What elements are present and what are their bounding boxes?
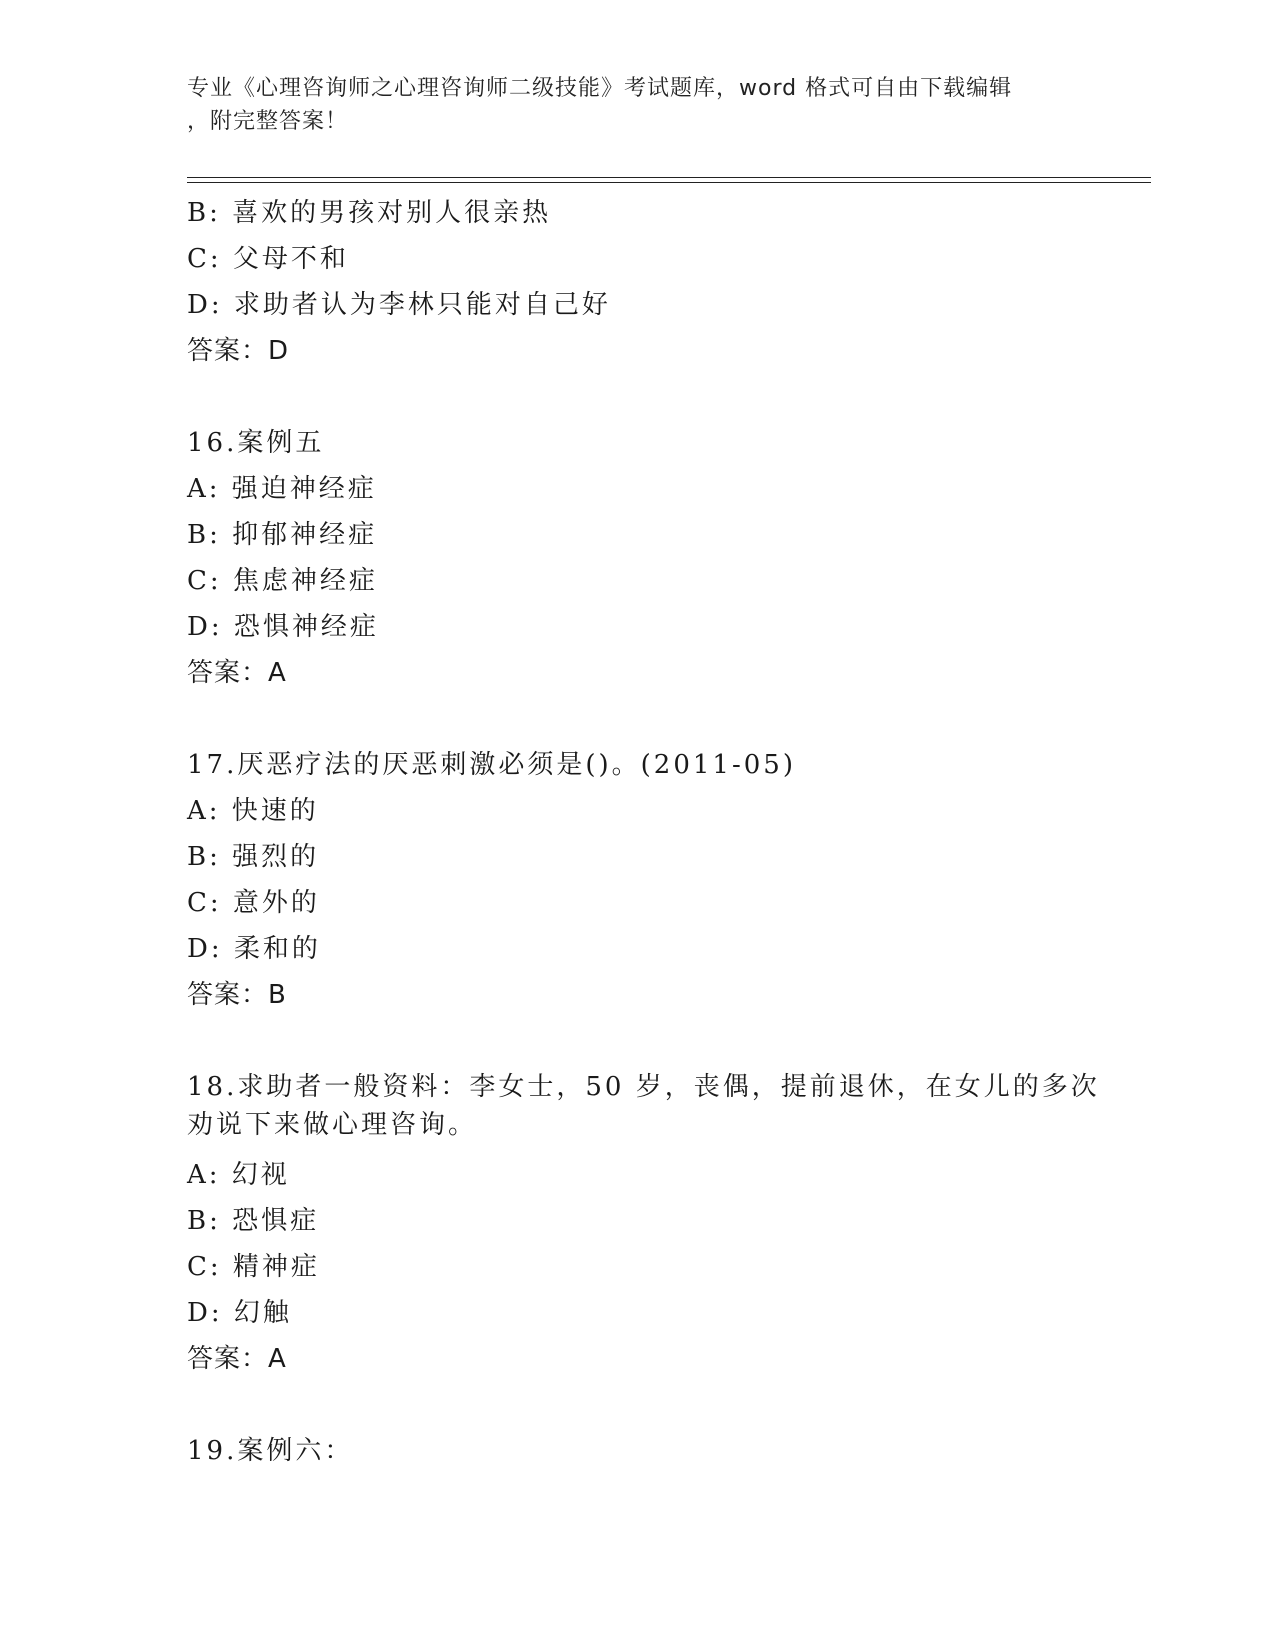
option-d: D: 求助者认为李林只能对自己好 (187, 290, 611, 320)
spacer (187, 374, 1147, 420)
option-b: B: 喜欢的男孩对别人很亲热 (187, 198, 552, 228)
question-text: 17.厌恶疗法的厌恶刺激必须是()。(2011-05) (187, 750, 796, 780)
option-b: B: 抑郁神经症 (187, 520, 378, 550)
option-d: D: 柔和的 (187, 934, 321, 964)
question-16 (187, 420, 1147, 696)
option-c: C: 精神症 (187, 1252, 320, 1282)
option-a: A: 强迫神经症 (187, 474, 377, 504)
question-text-line-2: 劝说下来做心理咨询。 (187, 1110, 478, 1140)
option-d: D: 幻触 (187, 1298, 292, 1328)
answer: 答案：B (187, 980, 287, 1010)
question-15-tail (187, 190, 1147, 374)
question-list (187, 190, 1147, 1474)
question-text: 16.案例五 (187, 428, 325, 458)
question-text-line-1: 18.求助者一般资料：李女士，50 岁，丧偶，提前退休，在女儿的多次 (187, 1072, 1100, 1102)
option-b: B: 恐惧症 (187, 1206, 320, 1236)
spacer (187, 1018, 1147, 1064)
answer: 答案：A (187, 1344, 287, 1374)
option-c: C: 焦虑神经症 (187, 566, 378, 596)
header-line-1: 专业《心理咨询师之心理咨询师二级技能》考试题库，word 格式可自由下载编辑 (187, 76, 1013, 101)
option-b: B: 强烈的 (187, 842, 320, 872)
question-19 (187, 1428, 1147, 1474)
answer: 答案：A (187, 658, 287, 688)
spacer (187, 1382, 1147, 1428)
header-divider-top (187, 177, 1151, 178)
option-a: A: 快速的 (187, 796, 319, 826)
question-text: 19.案例六： (187, 1436, 354, 1466)
header-divider-bottom (187, 182, 1151, 183)
option-c: C: 意外的 (187, 888, 320, 918)
document-header (187, 72, 1087, 138)
header-line-2: ，附完整答案！ (187, 109, 349, 134)
question-17 (187, 742, 1147, 1018)
spacer (187, 696, 1147, 742)
option-a: A: 幻视 (187, 1160, 290, 1190)
answer: 答案：D (187, 336, 290, 366)
option-d: D: 恐惧神经症 (187, 612, 379, 642)
option-c: C: 父母不和 (187, 244, 349, 274)
question-18 (187, 1064, 1147, 1382)
